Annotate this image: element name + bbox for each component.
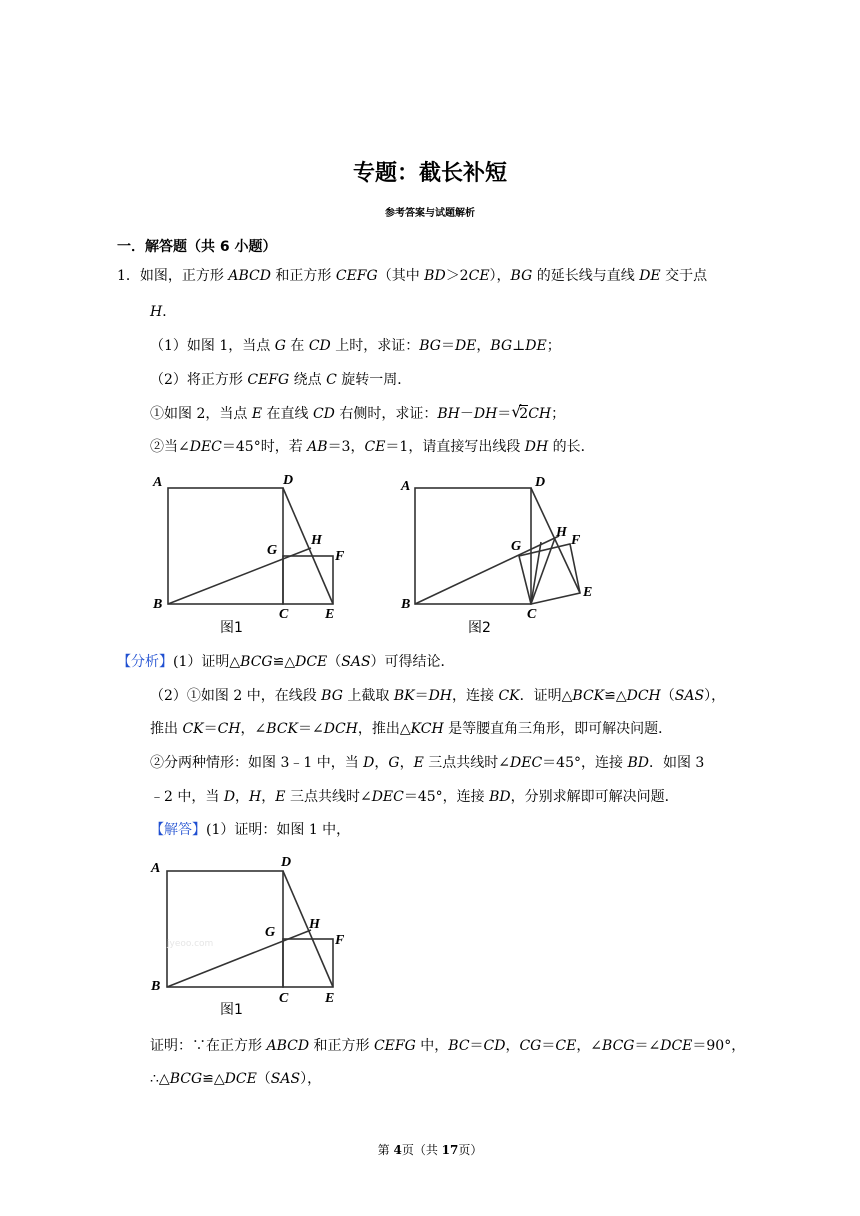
analysis-line-4: ②分两种情形：如图 3﹣1 中，当 D，G，E 三点共线时∠DEC＝45°，连接 BD．如图 3 (150, 755, 705, 771)
square-cefg (283, 556, 333, 604)
label-h: H (311, 533, 322, 548)
figure-1-caption: 图1 (220, 620, 243, 636)
page-subtitle: 参考答案与试题解析 (385, 208, 475, 219)
label-c: C (279, 607, 289, 622)
label-h: H (309, 917, 320, 932)
watermark: jyeoo.com (167, 939, 214, 949)
page-footer: 第 4页（共 17页） (377, 1143, 483, 1157)
label-g: G (265, 925, 276, 940)
figure-1 (145, 468, 365, 638)
label-c: C (527, 607, 537, 622)
proof-line-1: 证明：∵在正方形 ABCD 和正方形 CEFG 中，BC＝CD，CG＝CE，∠BCG＝∠DCE＝90°， (150, 1038, 746, 1054)
section-heading: 一．解答题（共 6 小题） (117, 239, 277, 255)
label-d: D (283, 473, 294, 488)
analysis-line-2: （2）①如图 2 中，在线段 BG 上截取 BK＝DH，连接 CK．证明△BCK≌△DCH（SAS）， (150, 688, 726, 704)
figure-1-repeat (145, 850, 365, 1020)
page-number: 4 (393, 1143, 402, 1157)
problem-line-1: 1．如图，正方形 ABCD 和正方形 CEFG（其中 BD＞2CE），BG 的延长线与直线 DE 交于点 (117, 268, 708, 284)
problem-line-2: H． (150, 304, 177, 320)
label-g: G (267, 543, 278, 558)
square-cefg (283, 939, 333, 987)
segment-de (283, 871, 333, 987)
label-d: D (535, 475, 546, 490)
label-e: E (325, 991, 335, 1006)
label-c: C (279, 991, 289, 1006)
figure-2 (393, 468, 613, 638)
label-e: E (325, 607, 335, 622)
page-title: 专题：截长补短 (352, 161, 507, 186)
sqrt-symbol: √ 2 (511, 402, 529, 422)
figure-2-caption: 图2 (468, 620, 491, 636)
label-f: F (335, 549, 345, 564)
analysis-tag: 【分析】 (117, 654, 173, 670)
label-e: E (583, 585, 593, 600)
label-f: F (335, 933, 345, 948)
analysis-line-1: 【分析】(1）证明△BCG≌△DCE（SAS）可得结论． (117, 654, 455, 670)
label-f: F (571, 533, 581, 548)
label-d: D (281, 855, 292, 870)
question-2-1: ①如图 2，当点 E 在直线 CD 右侧时，求证：BH－DH＝ √ 2CH； (150, 402, 566, 422)
segment-de (283, 488, 333, 604)
label-g: G (511, 539, 522, 554)
segment-bh (415, 536, 559, 604)
square-abcd (168, 488, 283, 604)
label-h: H (556, 525, 567, 540)
page-total: 17 (441, 1143, 459, 1157)
answer-line-1: 【解答】(1）证明：如图 1 中， (150, 822, 351, 838)
proof-line-2: ∴△BCG≌△DCE（SAS）， (150, 1071, 322, 1087)
question-1: （1）如图 1，当点 G 在 CD 上时，求证：BG＝DE，BG⊥DE； (150, 338, 561, 354)
segment-bh (168, 548, 311, 604)
label-a: A (151, 861, 161, 876)
question-2-2: ②当∠DEC＝45°时，若 AB＝3，CE＝1，请直接写出线段 DH 的长． (150, 439, 595, 455)
answer-tag: 【解答】 (150, 822, 206, 838)
label-a: A (401, 479, 411, 494)
analysis-line-3: 推出 CK＝CH，∠BCK＝∠DCH，推出△KCH 是等腰直角三角形，即可解决问题． (150, 721, 673, 737)
label-b: B (151, 979, 161, 994)
figure-1-caption: 图1 (220, 1002, 243, 1018)
label-b: B (401, 597, 411, 612)
label-a: A (153, 475, 163, 490)
label-b: B (153, 597, 163, 612)
analysis-line-5: ﹣2 中，当 D，H，E 三点共线时∠DEC＝45°，连接 BD，分别求解即可解决问题． (150, 789, 679, 805)
question-2: （2）将正方形 CEFG 绕点 C 旋转一周． (150, 372, 412, 388)
